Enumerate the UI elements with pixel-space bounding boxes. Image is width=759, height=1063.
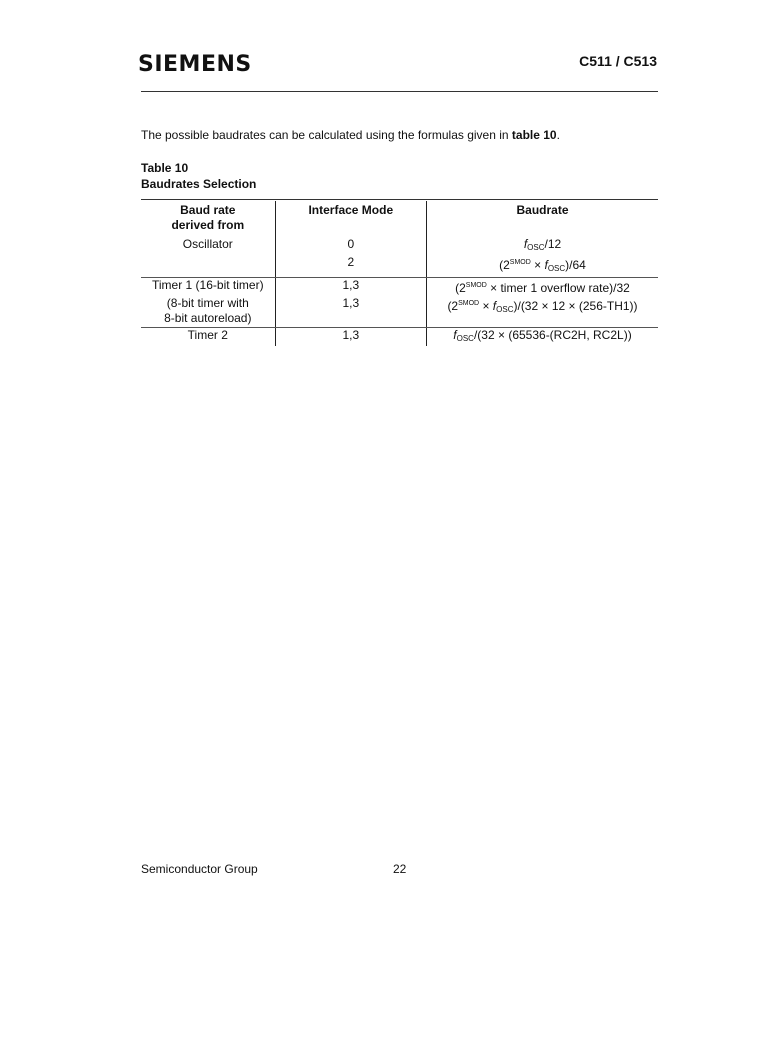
formula-f: f (544, 258, 548, 272)
siemens-logo: SIEMENS (138, 52, 252, 77)
row-formula (427, 296, 659, 328)
formula-superscript: SMOD (509, 259, 531, 266)
document-code: C511 / C513 (579, 53, 657, 69)
table-top-rule (141, 199, 658, 200)
table-reference: table 10 (511, 128, 557, 142)
intro-end: . (556, 128, 560, 142)
table-header-row (141, 201, 658, 237)
formula-rest: )/64 (565, 258, 586, 272)
formula-f-subscript: OSC (456, 334, 474, 343)
formula-f: f (453, 328, 457, 342)
table-row (141, 278, 658, 297)
formula-rest: /12 (544, 237, 562, 251)
row-source: Timer 2 (141, 328, 275, 347)
row-source: Oscillator (141, 237, 275, 255)
row-mode: 1,3 (275, 328, 426, 347)
formula-prefix: (2 (447, 299, 459, 313)
formula-superscript: SMOD (465, 282, 487, 289)
formula-f-subscript: OSC (496, 305, 514, 314)
table-row (141, 328, 658, 347)
row-mode: 1,3 (275, 296, 426, 328)
header-baudrate: Baudrate (516, 203, 569, 217)
formula-f: f (523, 237, 528, 251)
baudrates-table (141, 201, 658, 346)
intro-text: The possible baudrates can be calculated using the formulas given in (141, 128, 512, 142)
table-row (141, 296, 658, 328)
row-mode: 1,3 (275, 278, 426, 297)
formula-f-subscript: OSC (527, 243, 545, 252)
formula-rest: /(32 × (65536-(RC2H, RC2L)) (473, 328, 632, 342)
row-source (141, 296, 275, 328)
row-formula (427, 278, 659, 297)
table-row (141, 237, 658, 255)
formula-f-subscript: OSC (547, 264, 566, 273)
formula-mid: × (479, 299, 493, 313)
row-mode: 0 (275, 237, 426, 255)
formula-rest: )/(32 × 12 × (256-TH1)) (513, 299, 638, 313)
row-source-line2: 8-bit autoreload) (164, 311, 252, 325)
row-formula (427, 237, 659, 255)
row-formula (427, 328, 659, 347)
formula-prefix: (2 (455, 281, 466, 295)
formula-mid: × (530, 258, 545, 272)
formula-rest: × timer 1 overflow rate)/32 (486, 281, 630, 295)
formula-f: f (492, 299, 497, 313)
row-formula (427, 255, 659, 278)
header-col1-line1: Baud rate (180, 203, 236, 217)
header-col1-line2: derived from (171, 218, 245, 232)
row-source (141, 255, 275, 278)
table-row (141, 255, 658, 278)
row-source: Timer 1 (16-bit timer) (141, 278, 275, 297)
page-number: 22 (393, 862, 407, 876)
row-mode: 2 (275, 255, 426, 278)
formula-superscript: SMOD (458, 300, 480, 307)
intro-paragraph (141, 128, 560, 142)
row-source-line1: (8-bit timer with (166, 296, 249, 310)
footer-group: Semiconductor Group (141, 862, 258, 876)
table-title: Baudrates Selection (141, 177, 257, 191)
header-interface-mode: Interface Mode (275, 201, 426, 237)
header-divider (141, 91, 658, 92)
formula-prefix: (2 (499, 258, 510, 272)
table-number: Table 10 (141, 161, 189, 175)
header-baud-rate-source (141, 201, 275, 237)
